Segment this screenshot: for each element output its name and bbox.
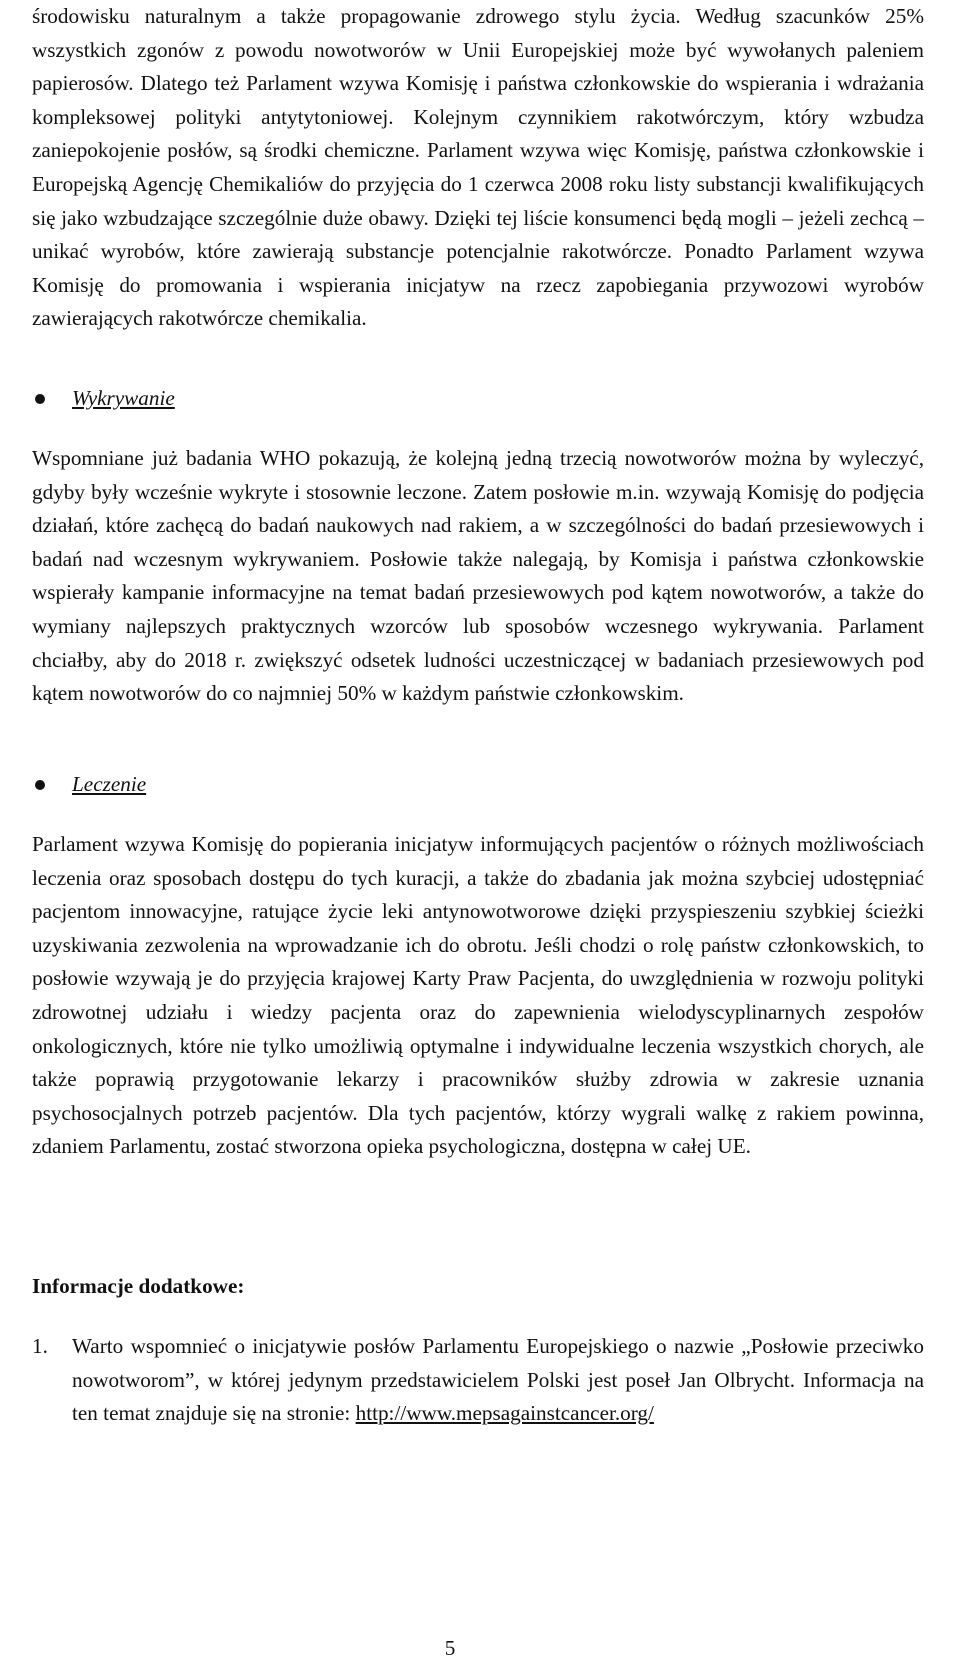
intro-section <box>32 0 924 336</box>
info-list <box>32 1330 924 1431</box>
list-item-body: Warto wspomnieć o inicjatywie posłów Parlamentu Europejskiego o nazwie „Posłowie przeciwko nowotworom”, w której jedynym przedstawicielem Polski jest poseł Jan Olbrycht. Informacja na ten temat znajduje się na stronie: <box>72 1334 924 1426</box>
list-item-number: 1. <box>32 1334 48 1358</box>
mepsagainstcancer-link[interactable]: http://www.mepsagainstcancer.org/ <box>355 1401 654 1426</box>
section-heading-wykrywanie <box>32 382 924 416</box>
section-title-leczenie: Leczenie <box>72 772 147 796</box>
page-number: 5 <box>444 1636 456 1660</box>
leczenie-section <box>32 828 924 1164</box>
bullet-icon <box>35 780 45 790</box>
list-item-text <box>72 1330 924 1431</box>
info-title: Informacje dodatkowe: <box>32 1274 245 1298</box>
intro-paragraph: środowisku naturalnym a także propagowanie zdrowego stylu życia. Według szacunków 25% wszystkich zgonów z powodu nowotworów w Unii Europejskiej może być wywołanych paleniem papierosów. Dlatego też Parlament wzywa Komisję i państwa członkowskie do wspierania i wdrażania kompleksowej polityki antytytoniowej. Kolejnym czynnikiem rakotwórczym, który wzbudza zaniepokojenie posłów, są środki chemiczne. Parlament wzywa więc Komisję, państwa członkowskie i Europejską Agencję Chemikaliów do przyjęcia do 1 czerwca 2008 roku listy substancji kwalifikujących się jako wzbudzające szczególnie duże obawy. Dzięki tej liście konsumenci będą mogli – jeżeli zechcą – unikać wyrobów, które zawierają substancje potencjalnie rakotwórcze. Ponadto Parlament wzywa Komisję do promowania i wspierania inicjatyw na rzecz zapobiegania przywozowi wyrobów zawierających rakotwórcze chemikalia. <box>32 4 924 331</box>
bullet-icon <box>35 394 45 404</box>
section-heading-leczenie <box>32 768 924 802</box>
info-heading <box>32 1270 924 1304</box>
leczenie-paragraph: Parlament wzywa Komisję do popierania inicjatyw informujących pacjentów o różnych możliwościach leczenia oraz sposobach dostępu do tych kuracji, a także do zbadania jak można szybciej udostępniać pacjentom innowacyjne, ratujące życie leki antynowotworowe dzięki przyspieszeniu szybkiej ścieżki uzyskiwania zezwolenia na wprowadzanie ich do obrotu. Jeśli chodzi o rolę państw członkowskich, to posłowie wzywają je do przyjęcia krajowej Karty Praw Pacjenta, do uwzględnienia w rozwoju polityki zdrowotnej udziału i wiedzy pacjenta oraz do zapewnienia wielodyscyplinarnych zespołów onkologicznych, które nie tylko umożliwią optymalne i indywidualne leczenia wszystkich chorych, ale także poprawią przygotowanie lekarzy i pracowników służby zdrowia w zakresie uznania psychosocjalnych potrzeb pacjentów. Dla tych pacjentów, którzy wygrali walkę z rakiem powinna, zdaniem Parlamentu, zostać stworzona opieka psychologiczna, dostępna w całej UE. <box>32 832 924 1159</box>
wykrywanie-paragraph: Wspomniane już badania WHO pokazują, że kolejną jedną trzecią nowotworów można by wyleczyć, gdyby były wcześnie wykryte i stosownie leczone. Zatem posłowie m.in. wzywają Komisję do podjęcia działań, które zachęcą do badań naukowych nad rakiem, a w szczególności do badań przesiewowych i badań nad wczesnym wykrywaniem. Posłowie także nalegają, by Komisja i państwa członkowskie wspierały kampanie informacyjne na temat badań przesiewowych pod kątem nowotworów, a także do wymiany najlepszych praktycznych wzorców lub sposobów wczesnego wykrywania. Parlament chciałby, aby do 2018 r. zwiększyć odsetek ludności uczestniczącej w badaniach przesiewowych pod kątem nowotworów do co najmniej 50% w każdym państwie członkowskim. <box>32 446 924 706</box>
wykrywanie-section <box>32 442 924 711</box>
section-title-wykrywanie: Wykrywanie <box>72 386 175 410</box>
list-item <box>32 1330 924 1431</box>
